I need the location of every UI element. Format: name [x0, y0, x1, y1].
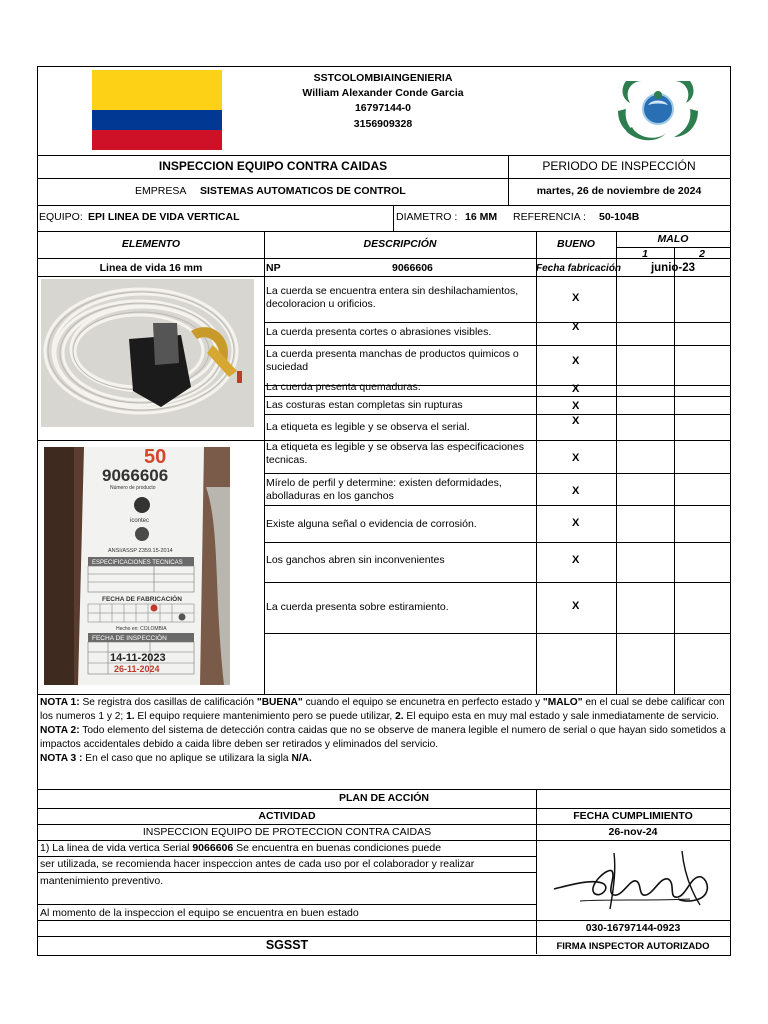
inspection-date: martes, 26 de noviembre de 2024 [536, 185, 702, 197]
row-mark-9: X [572, 517, 580, 529]
footer-signature-label: FIRMA INSPECTOR AUTORIZADO [556, 941, 710, 952]
label-spec-title: ESPECIFICACIONES TECNICAS [92, 560, 183, 566]
nota-1: NOTA 1: Se registra dos casillas de calificación "BUENA" cuando el equipo se encunetra en perfecto estado y "MALO" en el cual se debe calificar con los numeros 1 y 2; 1. El equipo requiere mantenimiento pero se puede utilizar, 2. El equipo esta en muy mal estado y sale inmediatamente de servicio. [40, 697, 725, 722]
referencia-value: 50-104B [599, 211, 640, 223]
row-desc-2: La cuerda presenta cortes o abrasiones visibles. [266, 326, 492, 338]
company-name: SSTCOLOMBIAINGENIERIA [313, 72, 453, 84]
colombia-flag [92, 70, 222, 150]
inspection-sheet [37, 66, 731, 956]
col-descripcion: DESCRIPCIÓN [363, 238, 437, 250]
row-mark-5: X [572, 400, 580, 412]
row-mark-3: X [572, 355, 580, 367]
row-mark-1: X [572, 292, 580, 304]
col-elemento: ELEMENTO [121, 238, 181, 250]
plan-activity-title: INSPECCION EQUIPO DE PROTECCION CONTRA CAIDAS [142, 826, 432, 838]
equipo-value: EPI LINEA DE VIDA VERTICAL [88, 211, 240, 223]
plan-line-2: ser utilizada, se recomienda hacer inspeccion antes de cada uso por el colaborador y realizar [40, 858, 475, 870]
label-insp-1: 14-11-2023 [110, 652, 166, 664]
row-mark-6: X [572, 415, 580, 427]
col-bueno: BUENO [557, 238, 595, 250]
elemento-value: Linea de vida 16 mm [99, 262, 203, 274]
row-desc-5: Las costuras estan completas sin rupturas [266, 399, 463, 411]
row-mark-8: X [572, 485, 580, 497]
footer-sgsst: SGSST [265, 938, 309, 952]
diametro-value: 16 MM [465, 211, 498, 223]
plan-actividad-label: ACTIVIDAD [258, 810, 316, 822]
row-mark-11: X [572, 600, 580, 612]
plan-fecha-value: 26-nov-24 [608, 826, 658, 838]
plan-line-4: Al momento de la inspeccion el equipo se encuentra en buen estado [40, 907, 359, 919]
row-mark-10: X [572, 554, 580, 566]
label-subtitle: Número de producto [110, 485, 156, 491]
label-big-number: 50 [144, 447, 167, 468]
row-mark-2: X [572, 321, 580, 333]
np-value: 9066606 [392, 262, 433, 274]
label-fab-title: FECHA DE FABRICACIÓN [102, 596, 182, 603]
row-desc-10: Los ganchos abren sin inconvenientes [266, 554, 445, 566]
label-photo [44, 447, 230, 685]
row-desc-9: Existe alguna señal o evidencia de corrosión. [266, 518, 477, 530]
row-mark-4: X [572, 383, 580, 395]
nota-3: NOTA 3 : En el caso que no aplique se utilizara la sigla N/A. [40, 753, 312, 764]
row-desc-8: Mírelo de perfil y determine: existen deformidades, abolladuras en los ganchos [266, 477, 502, 502]
company-logo-icon [612, 73, 704, 145]
label-insp-2: 26-11-2024 [114, 664, 160, 674]
label-standard: ANSI/ASSP Z359.15-2014 [108, 548, 173, 554]
row-mark-7: X [572, 452, 580, 464]
inspector-code: 030-16797144-0923 [585, 922, 681, 934]
np-label: NP [266, 262, 281, 274]
notes-block [40, 696, 728, 766]
period-label: PERIODO DE INSPECCIÓN [542, 159, 696, 173]
empresa-label: EMPRESA [135, 185, 187, 197]
row-desc-4: La cuerda presenta quemaduras. [266, 381, 421, 393]
col-malo: MALO [657, 233, 689, 245]
label-brand: icontec [130, 518, 150, 524]
fecha-fab-label: Fecha fabricación [536, 263, 622, 274]
label-serial: 9066606 [102, 466, 169, 485]
fecha-fab-value: junio-23 [650, 262, 696, 274]
col-malo-2: 2 [699, 248, 705, 260]
col-malo-1: 1 [642, 248, 648, 260]
company-phone: 3156909328 [353, 118, 413, 130]
plan-fecha-label: FECHA CUMPLIMIENTO [573, 810, 693, 822]
diametro-label: DIAMETRO : [396, 211, 458, 223]
form-title: INSPECCION EQUIPO CONTRA CAIDAS [158, 159, 388, 173]
row-desc-3: La cuerda presenta manchas de productos quimicos o suciedad [266, 348, 519, 373]
label-made-in: Hecho en: COLOMBIA [116, 626, 167, 632]
company-id: 16797144-0 [354, 102, 412, 114]
row-desc-7: La etiqueta es legible y se observa las especificaciones tecnicas. [266, 441, 524, 466]
row-desc-6: La etiqueta es legible y se observa el serial. [266, 421, 470, 433]
plan-line-3: mantenimiento preventivo. [40, 875, 164, 887]
plan-line-1: 1) La linea de vida vertica Serial 9066606 Se encuentra en buenas condiciones puede [40, 842, 442, 854]
rope-photo [41, 279, 254, 427]
empresa-value: SISTEMAS AUTOMATICOS DE CONTROL [200, 185, 406, 197]
referencia-label: REFERENCIA : [513, 211, 586, 223]
row-desc-1: La cuerda se encuentra entera sin deshilachamientos, decoloracion u orificios. [266, 285, 519, 310]
inspector-signature [550, 849, 720, 917]
label-insp-title: FECHA DE INSPECCIÓN [92, 635, 167, 642]
nota-2: NOTA 2: Todo elemento del sistema de detección contra caidas que no se observe de manera legible el numero de serial o que hayan sido sometidos a impactos accidentales debido a caida libre deben ser retirados y eliminados del servicio. [40, 725, 726, 750]
row-desc-11: La cuerda presenta sobre estiramiento. [266, 601, 449, 613]
equipo-label: EQUIPO: [39, 211, 83, 223]
company-person: William Alexander Conde Garcia [302, 87, 464, 99]
plan-title: PLAN DE ACCIÓN [338, 792, 430, 804]
